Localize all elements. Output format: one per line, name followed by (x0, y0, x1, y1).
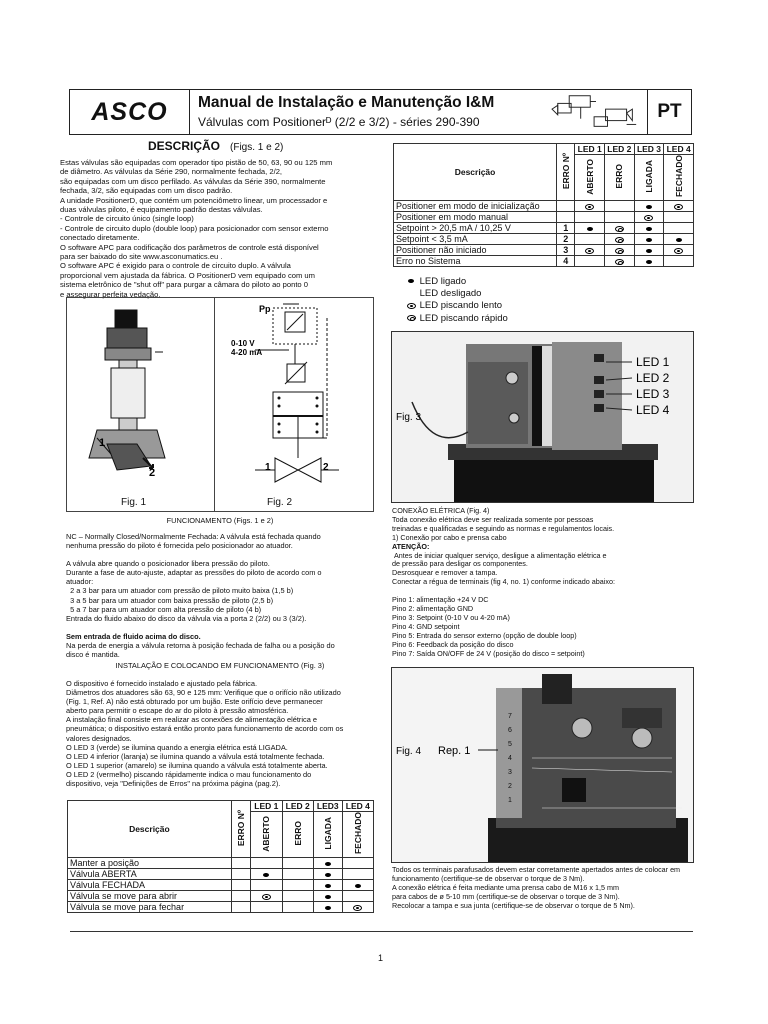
footer-rule (70, 931, 693, 932)
row-erro-number (557, 201, 575, 212)
fig3-led3-label: LED 3 (636, 387, 670, 401)
row-led-3 (634, 245, 664, 256)
row-led-1 (251, 869, 282, 880)
logo-box (70, 90, 190, 134)
atencao-label: ATENÇÃO: (392, 541, 430, 551)
led-slow-blink-icon (674, 248, 683, 254)
row-led-4 (664, 201, 694, 212)
fig2-label-pp: Pp (259, 304, 271, 314)
funcionamento-p2: A válvula abre quando o posicionador libera pressão do piloto. Durante a fase de auto-ajuste, adaptar as pressões do piloto de acordo com o atuador: 2 a 3 bar para um atuador com pressão de piloto muito baixa (1,5 b) 3 a 5 bar para um atuador com baixa pressão de piloto (2,5 b) 5 a 7 bar para um atuador com alta pressão de piloto (4 b) Entrada do fluido abaixo do disco da válvula via a porta 2 (2/2) ou 3 (3/2). (66, 559, 322, 623)
row-led-3 (313, 869, 342, 880)
table-row (68, 858, 374, 869)
led-on-icon (263, 873, 269, 877)
fig3-led4-label: LED 4 (636, 403, 670, 417)
desc-line: - Controle de circuito duplo (double loop) para posicionador com sensor externo (60, 223, 329, 233)
terminal-4: 4 (508, 755, 512, 762)
led-fast-blink-icon (615, 237, 624, 243)
terminal-board-photo (392, 668, 694, 863)
row-description: Válvula FECHADA (68, 880, 232, 891)
row-led-3 (634, 256, 664, 267)
table-row (394, 245, 694, 256)
row-description: Setpoint < 3,5 mA (394, 234, 557, 245)
led-fast-blink-icon (615, 248, 624, 254)
row-led-3 (313, 902, 342, 913)
led-on-icon (325, 884, 331, 888)
led-fast-blink-icon (405, 313, 417, 325)
status-sub-erro (282, 812, 313, 858)
fig4-rep-label: Rep. 1 (438, 745, 471, 757)
led-on-icon (646, 238, 652, 242)
row-led-1 (251, 880, 282, 891)
row-led-3 (634, 223, 664, 234)
fig3-photo (391, 331, 694, 503)
instalacao-text (66, 679, 386, 788)
legend-item (405, 276, 508, 288)
error-table (393, 143, 694, 267)
desc-line: fechada, 3/2, são equipadas com um disco padrão. (60, 186, 233, 196)
desc-line: sistema eletrônico de "shut off" para purgar a câmara do piloto ao ponto 0 (60, 280, 308, 290)
row-led-2 (282, 858, 313, 869)
row-led-3 (313, 880, 342, 891)
status-sub-aberto (251, 812, 282, 858)
page-number: 1 (378, 953, 384, 963)
row-led-3 (634, 234, 664, 245)
row-description: Válvula se move para abrir (68, 891, 232, 902)
document-title: Manual de Instalação e Manutenção I&M (198, 94, 495, 111)
desc-line: conectado diretamente. (60, 233, 140, 243)
status-sub-aberto-label: ABERTO (261, 815, 272, 852)
row-led-1 (251, 902, 282, 913)
error-sub-erro (605, 155, 635, 201)
conexao-section (392, 507, 722, 659)
led-slow-blink-icon (262, 894, 271, 900)
row-led-1 (575, 234, 605, 245)
desc-line: duas válvulas piloto, é equipamento padrão destas válvulas. (60, 205, 263, 215)
terminal-1: 1 (508, 797, 512, 804)
status-sub-ligada (313, 812, 342, 858)
asco-logo: ASCO (91, 97, 168, 126)
row-led-2 (605, 201, 635, 212)
status-erro-header (231, 801, 250, 858)
led-on-icon (355, 884, 361, 888)
row-led-4 (664, 256, 694, 267)
status-led1-header: LED 1 (251, 801, 282, 812)
fig2-caption: Fig. 2 (267, 497, 293, 508)
fig3-led2-label: LED 2 (636, 371, 670, 385)
led-slow-blink-icon (585, 248, 594, 254)
terminal-2: 2 (508, 783, 512, 790)
table-row (68, 880, 374, 891)
fig4-label: Fig. 4 (396, 746, 422, 757)
valve-drawing-figure (67, 298, 214, 493)
error-sub-aberto (575, 155, 605, 201)
pin-item: Pino 6: Feedback da posição do disco (392, 639, 514, 649)
row-led-2 (605, 245, 635, 256)
status-sub-fechado (342, 812, 373, 858)
fig1-label-1: 1 (99, 437, 106, 449)
descricao-title: DESCRIÇÃO (148, 139, 221, 153)
instalacao-title: INSTALAÇÃO E COLOCANDO EM FUNCIONAMENTO (Fig. 3) (115, 661, 325, 670)
funcionamento-p3: Na perda de energia a válvula retorna à posição fechada de falha ou a posição do disco é mantida. (66, 640, 335, 660)
schematic-drawing-figure (215, 298, 375, 493)
row-led-1 (575, 245, 605, 256)
row-led-1 (575, 223, 605, 234)
legend-label: LED piscando lento (419, 300, 503, 312)
status-led2-header: LED 2 (282, 801, 313, 812)
row-led-2 (282, 902, 313, 913)
figures-1-2-box (66, 297, 374, 512)
error-sub-aberto-label: ABERTO (584, 158, 595, 195)
error-led4-header: LED 4 (664, 144, 694, 155)
row-led-4 (664, 212, 694, 223)
status-erro-label: ERRO Nº (235, 809, 246, 847)
desc-line: para ser baixado do site www.asconumatics.eu . (60, 252, 223, 262)
conexao-title: CONEXÃO ELÉTRICA (Fig. 4) (392, 506, 490, 515)
descricao-text (60, 158, 390, 299)
error-led3-header: LED 3 (634, 144, 664, 155)
desc-line: O software APC é exigido para o controle de circuito duplo. A válvula (60, 261, 291, 271)
row-led-2 (282, 880, 313, 891)
desc-line: O software APC para codificação dos parâmetros de controle está disponível (60, 242, 319, 252)
fig4-photo (391, 667, 694, 863)
row-description: Válvula ABERTA (68, 869, 232, 880)
led-slow-blink-icon (585, 204, 594, 210)
row-erro-number (231, 858, 250, 869)
fig1-caption: Fig. 1 (121, 497, 147, 508)
row-description: Setpoint > 20,5 mA / 10,25 V (394, 223, 557, 234)
descricao-heading (148, 139, 283, 153)
table-row (394, 234, 694, 245)
error-desc-header: Descrição (394, 144, 557, 201)
error-led1-header: LED 1 (575, 144, 605, 155)
row-led-4 (664, 234, 694, 245)
conexao-final-text (392, 866, 722, 911)
row-description: Positioner em modo de inicialização (394, 201, 557, 212)
desc-line: e assegurar perfeita vedação. (60, 289, 161, 299)
row-erro-number: 2 (557, 234, 575, 245)
instalacao-paragraph: O dispositivo é fornecido instalado e ajustado pela fábrica. Diâmetros dos atuadores são 63, 90 e 125 mm: Verifique que o orifício não utilizado (Fig. 1, Ref. A) não está obturado por um bujão. Este orifício deve permanecer aberto para permitir o escape do ar do piloto à pressão atmosférica. A instalação final consiste em realizar as conexões de alimentação elétrica e pneumática; o dispositivo estará então pronto para funcionamento de acordo com os valores designados. O LED 3 (verde) se ilumina quando a energia elétrica está LIGADA. O LED 4 inferior (laranja) se ilumina quando a válvula está totalmente fechada. O LED 1 superior (amarelo) se ilumina quando a válvula está totalmente aberta. O LED 2 (vermelho) piscando rápidamente indica o mau funcionamento do dispositivo, veja "Definições de Erros" na próxima página (pag.2). (66, 679, 344, 789)
row-led-4 (342, 902, 373, 913)
fig1-label-2: 2 (149, 467, 156, 479)
funcionamento-title: FUNCIONAMENTO (Figs. 1 e 2) (166, 516, 274, 525)
row-led-4 (342, 891, 373, 902)
status-led3-header: LED3 (313, 801, 342, 812)
funcionamento-p3-bold: Sem entrada de fluido acima do disco. (66, 631, 201, 641)
row-description: Positioner não iniciado (394, 245, 557, 256)
row-erro-number: 4 (557, 256, 575, 267)
error-sub-ligada (634, 155, 664, 201)
row-led-1 (251, 891, 282, 902)
error-led2-header: LED 2 (605, 144, 635, 155)
document-subtitle: Válvulas com Positionerᴰ (2/2 e 3/2) - séries 290-390 (198, 115, 480, 129)
led-on-icon (325, 873, 331, 877)
led-on-icon (587, 227, 593, 231)
desc-line: de diâmetro. As válvulas da Série 290, normalmente fechada, 2/2, (60, 167, 283, 177)
fig3-label: Fig. 3 (396, 412, 422, 423)
pin-item: Pino 5: Entrada do sensor externo (opção de double loop) (392, 630, 577, 640)
row-erro-number: 1 (557, 223, 575, 234)
row-erro-number (231, 880, 250, 891)
table-row (394, 256, 694, 267)
legend-label: LED desligado (419, 288, 482, 300)
pin-item: Pino 7: Saída ON/OFF de 24 V (posição do disco = setpoint) (392, 648, 585, 658)
terminal-3: 3 (508, 769, 512, 776)
row-erro-number: 3 (557, 245, 575, 256)
led-on-icon (646, 249, 652, 253)
row-led-3 (634, 212, 664, 223)
led-slow-blink-icon (405, 300, 417, 312)
pin-list (392, 596, 722, 658)
led-on-icon (325, 895, 331, 899)
row-led-2 (605, 234, 635, 245)
row-led-2 (605, 212, 635, 223)
pin-item: Pino 2: alimentação GND (392, 604, 474, 614)
conexao-text2: Antes de iniciar qualquer serviço, desligue a alimentação elétrica e de pressão para desligar os componentes. Desrosquear e remover a tampa. Conectar a régua de terminais (fig 4, no. 1) conforme indicado abaixo: (392, 550, 615, 587)
legend-item (405, 313, 508, 325)
row-led-2 (605, 223, 635, 234)
row-led-4 (342, 880, 373, 891)
terminal-7: 7 (508, 713, 512, 720)
fig2-label-voltage: 0-10 V (231, 339, 255, 348)
fig2-label-current: 4-20 mA (231, 348, 263, 357)
row-led-4 (342, 869, 373, 880)
legend-label: LED ligado (419, 276, 467, 287)
status-led4-header: LED 4 (342, 801, 373, 812)
led-slow-blink-icon (353, 905, 362, 911)
conexao-text1: Toda conexão elétrica deve ser realizada somente por pessoas treinadas e qualificadas e seguindo as normas e regulamentos locais. 1) Conexão por cabo e prensa cabo (392, 514, 615, 542)
pin-item: Pino 3: Setpoint (0-10 V ou 4-20 mA) (392, 612, 510, 622)
table-row (68, 891, 374, 902)
led-on-icon (325, 862, 331, 866)
row-led-3 (634, 201, 664, 212)
error-sub-fechado (664, 155, 694, 201)
row-led-1 (575, 212, 605, 223)
table-row (394, 223, 694, 234)
row-led-4 (664, 245, 694, 256)
title-block (198, 94, 538, 130)
led-on-icon (646, 227, 652, 231)
funcionamento-text (66, 532, 386, 659)
fig2-label-1: 1 (265, 462, 271, 473)
desc-line: A unidade PositionerD, que contém um potenciômetro linear, um processador e (60, 195, 328, 205)
language-code: PT (647, 90, 691, 134)
document-header (69, 89, 692, 135)
error-erro-label: ERRO Nº (560, 152, 571, 190)
row-led-2 (605, 256, 635, 267)
legend-item (405, 300, 508, 312)
row-erro-number (557, 212, 575, 223)
row-description: Positioner em modo manual (394, 212, 557, 223)
led-slow-blink-icon (644, 215, 653, 221)
fig3-led1-label: LED 1 (636, 355, 670, 369)
error-sub-fechado-label: FECHADO (673, 155, 684, 198)
led-on-icon (676, 238, 682, 242)
row-led-1 (575, 256, 605, 267)
row-erro-number (231, 902, 250, 913)
row-led-2 (282, 869, 313, 880)
row-led-2 (282, 891, 313, 902)
desc-line: são equipadas com um disco perfilado. As válvulas da Série 390, normalmente (60, 176, 326, 186)
pin-item: Pino 4: GND setpoint (392, 621, 460, 631)
error-erro-header (557, 144, 575, 201)
row-description: Manter a posição (68, 858, 232, 869)
row-led-1 (251, 858, 282, 869)
led-on-icon (405, 276, 417, 288)
desc-line: Estas válvulas são equipadas com operador tipo pistão de 50, 63, 90 ou 125 mm (60, 158, 333, 167)
valve-symbol-icon (546, 90, 646, 134)
pin-item: Pino 1: alimentação +24 V DC (392, 595, 489, 605)
led-on-icon (646, 260, 652, 264)
table-row (394, 212, 694, 223)
fig2-label-2: 2 (323, 462, 329, 473)
row-description: Erro no Sistema (394, 256, 557, 267)
led-fast-blink-icon (615, 226, 624, 232)
row-led-4 (664, 223, 694, 234)
led-slow-blink-icon (674, 204, 683, 210)
terminal-6: 6 (508, 727, 512, 734)
desc-line: proporcional vem ajustada da fábrica. O PositionerD vem equipado com um (60, 270, 315, 280)
row-led-1 (575, 201, 605, 212)
status-sub-fechado-label: FECHADO (352, 812, 363, 855)
led-legend (405, 276, 508, 325)
error-sub-erro-label: ERRO (614, 164, 625, 189)
row-erro-number (231, 869, 250, 880)
status-sub-erro-label: ERRO (292, 821, 303, 846)
table-row (394, 201, 694, 212)
descricao-figs-ref: (Figs. 1 e 2) (230, 142, 284, 153)
legend-label: LED piscando rápido (419, 312, 508, 324)
terminal-5: 5 (508, 741, 512, 748)
table-row (68, 902, 374, 913)
led-on-icon (646, 205, 652, 209)
row-erro-number (231, 891, 250, 902)
legend-item (405, 288, 508, 300)
row-led-4 (342, 858, 373, 869)
row-led-3 (313, 891, 342, 902)
status-sub-ligada-label: LIGADA (322, 817, 333, 850)
led-fast-blink-icon (615, 259, 624, 265)
status-table (67, 800, 374, 913)
error-sub-ligada-label: LIGADA (643, 160, 654, 193)
positioner-board-photo (392, 332, 694, 503)
led-on-icon (325, 906, 331, 910)
conexao-text3: Todos os terminais parafusados devem estar corretamente apertados antes de colocar em funcionamento (certifique-se de observar o torque de 3 Nm). A conexão elétrica é feita mediante uma prensa cabo de M16 x 1,5 mm para cabos de ø 5-10 mm (certifique-se de observar o torque de 3 Nm). Recolocar a tampa e sua junta (certifique-se de observar o torque de 5 Nm). (392, 865, 681, 910)
table-row (68, 869, 374, 880)
desc-line: - Controle de circuito único (single loop) (60, 214, 194, 224)
funcionamento-p1: NC – Normally Closed/Normalmente Fechada: A válvula está fechada quando nenhuma pressão do piloto é fornecida pelo posicionador ao atuador. (66, 532, 321, 551)
status-desc-header: Descrição (68, 801, 232, 858)
row-led-3 (313, 858, 342, 869)
row-description: Válvula se move para fechar (68, 902, 232, 913)
